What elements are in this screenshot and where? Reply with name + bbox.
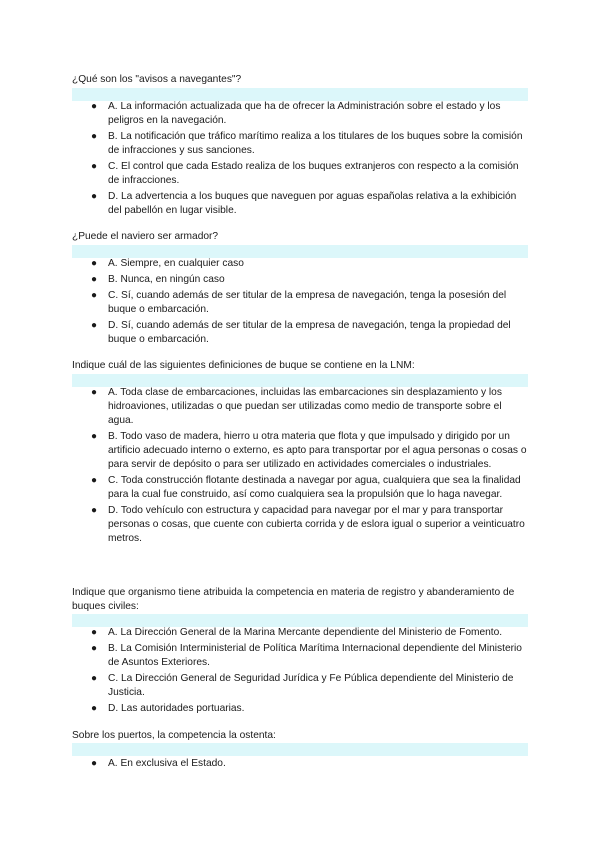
question-2-title: ¿Puede el naviero ser armador? bbox=[72, 231, 219, 242]
question-5-band bbox=[72, 743, 528, 756]
question-1-option-d: ● D. La advertencia a los buques que naveguen por aguas españolas relativa a la exhibición del pabellón en lugar visible. bbox=[91, 191, 517, 216]
question-2-option-d: ● D. Sí, cuando además de ser titular de la empresa de navegación, tenga la propiedad del buque o embarcación. bbox=[91, 320, 511, 345]
question-5-options bbox=[72, 757, 528, 773]
bullet-icon: ● bbox=[91, 387, 98, 398]
bullet-icon: ● bbox=[91, 505, 98, 516]
question-4-option-d: ● D. Las autoridades portuarias. bbox=[91, 703, 245, 714]
question-3-option-c: ● C. Toda construcción flotante destinada a navegar por agua, cualquiera que sea la finalidad para la cual fue construido, así como cualquiera sea la propulsión que lo haga navegar. bbox=[91, 475, 521, 500]
question-4-options bbox=[72, 626, 528, 718]
question-3-option-a: ● A. Toda clase de embarcaciones, incluidas las embarcaciones sin desplazamiento y los hidroaviones, utilizadas o que puedan ser utilizadas como medio de transporte sobre el agua. bbox=[91, 387, 502, 426]
question-4-option-a: ● A. La Dirección General de la Marina Mercante dependiente del Ministerio de Fomento. bbox=[91, 627, 503, 638]
question-1-options bbox=[72, 100, 528, 220]
question-2-options bbox=[72, 257, 528, 349]
question-2-option-b: ● B. Nunca, en ningún caso bbox=[91, 274, 225, 285]
question-1-title: ¿Qué son los "avisos a navegantes"? bbox=[72, 74, 242, 85]
question-5-option-a: ● A. En exclusiva el Estado. bbox=[91, 758, 226, 769]
bullet-icon: ● bbox=[91, 290, 98, 301]
bullet-icon: ● bbox=[91, 320, 98, 331]
question-1-option-b: ● B. La notificación que tráfico marítimo realiza a los titulares de los buques sobre la comisión de infracciones y sus sanciones. bbox=[91, 131, 523, 156]
question-4-title: Indique que organismo tiene atribuida la competencia en materia de registro y abanderamiento de buques civiles: bbox=[72, 587, 515, 612]
question-3-title: Indique cuál de las siguientes definiciones de buque se contiene en la LNM: bbox=[72, 360, 415, 371]
question-4-option-c: ● C. La Dirección General de Seguridad Jurídica y Fe Pública dependiente del Ministerio de Justicia. bbox=[91, 673, 514, 698]
bullet-icon: ● bbox=[91, 758, 98, 769]
question-3-option-b: ● B. Todo vaso de madera, hierro u otra materia que flota y que impulsado y dirigido por un artificio adecuado interno o externo, es apto para transportar por el agua personas o cosas o para servir de depósito o para ser utilizado en actividades comerciales o industriales. bbox=[91, 431, 527, 470]
question-3-option-d: ● D. Todo vehículo con estructura y capacidad para navegar por el mar y para transportar personas o cosas, que cuente con cubierta corrida y de eslora igual o superior a veinticuatro metros. bbox=[91, 505, 525, 544]
bullet-icon: ● bbox=[91, 161, 98, 172]
question-3-options bbox=[72, 386, 528, 548]
bullet-icon: ● bbox=[91, 191, 98, 202]
bullet-icon: ● bbox=[91, 431, 98, 442]
bullet-icon: ● bbox=[91, 101, 98, 112]
bullet-icon: ● bbox=[91, 673, 98, 684]
bullet-icon: ● bbox=[91, 131, 98, 142]
question-1-option-a: ● A. La información actualizada que ha de ofrecer la Administración sobre el estado y los peligros en la navegación. bbox=[91, 101, 501, 126]
bullet-icon: ● bbox=[91, 627, 98, 638]
question-2-option-a: ● A. Siempre, en cualquier caso bbox=[91, 258, 244, 269]
question-1-option-c: ● C. El control que cada Estado realiza de los buques extranjeros con respecto a la comisión de infracciones. bbox=[91, 161, 519, 186]
bullet-icon: ● bbox=[91, 274, 98, 285]
bullet-icon: ● bbox=[91, 475, 98, 486]
question-2-option-c: ● C. Sí, cuando además de ser titular de la empresa de navegación, tenga la posesión del buque o embarcación. bbox=[91, 290, 507, 315]
bullet-icon: ● bbox=[91, 258, 98, 269]
bullet-icon: ● bbox=[91, 643, 98, 654]
question-4-option-b: ● B. La Comisión Interministerial de Política Marítima Internacional dependiente del Ministerio de Asuntos Exteriores. bbox=[91, 643, 522, 668]
question-5-title: Sobre los puertos, la competencia la ostenta: bbox=[72, 730, 276, 741]
bullet-icon: ● bbox=[91, 703, 98, 714]
